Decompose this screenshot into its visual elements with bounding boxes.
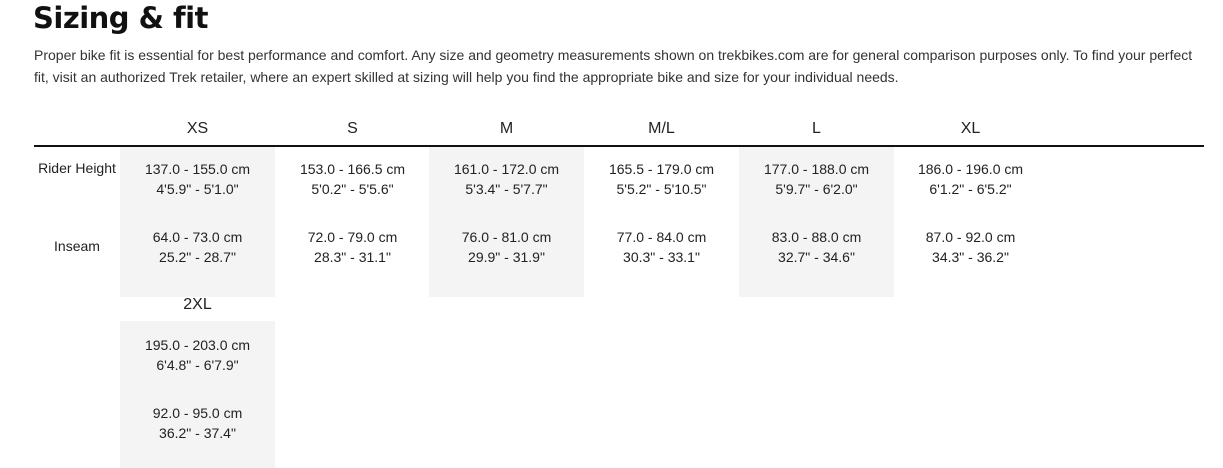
size-header-2xl: 2XL	[183, 296, 212, 313]
rider-height-in: 5'3.4" - 5'7.7"	[465, 181, 548, 197]
rider-height-cm: 186.0 - 196.0 cm	[917, 161, 1024, 177]
rider-height-cell	[120, 159, 275, 199]
row-label-inseam: Inseam	[54, 238, 100, 254]
rider-height-in: 6'1.2" - 6'5.2"	[929, 181, 1012, 197]
rider-height-in: 5'0.2" - 5'5.6"	[311, 181, 394, 197]
size-header-xs: XS	[186, 120, 209, 137]
size-header-xl: XL	[960, 120, 981, 137]
size-header-m: M	[499, 120, 514, 137]
row-label-rider-height: Rider Height	[38, 160, 116, 176]
inseam-cell	[429, 227, 584, 267]
rider-height-in: 5'9.7" - 6'2.0"	[775, 181, 858, 197]
inseam-in: 28.3" - 31.1"	[314, 249, 391, 265]
rider-height-cell	[893, 159, 1048, 199]
inseam-in: 34.3" - 36.2"	[932, 249, 1009, 265]
inseam-cm: 72.0 - 79.0 cm	[307, 229, 398, 245]
inseam-cell	[739, 227, 894, 267]
rider-height-cm: 177.0 - 188.0 cm	[763, 161, 870, 177]
inseam-in: 29.9" - 31.9"	[468, 249, 545, 265]
inseam-cm: 92.0 - 95.0 cm	[152, 405, 243, 421]
rider-height-cm: 161.0 - 172.0 cm	[453, 161, 560, 177]
inseam-in: 32.7" - 34.6"	[778, 249, 855, 265]
size-column-2xl	[120, 321, 275, 468]
rider-height-in: 4'5.9" - 5'1.0"	[156, 181, 239, 197]
rider-height-cm: 153.0 - 166.5 cm	[299, 161, 406, 177]
inseam-cell	[120, 227, 275, 267]
size-header-s: S	[347, 120, 358, 137]
rider-height-cell	[120, 335, 275, 375]
page-title: Sizing & fit	[33, 1, 208, 35]
size-column-xl	[893, 147, 1048, 297]
inseam-cell	[893, 227, 1048, 267]
rider-height-in: 6'4.8" - 6'7.9"	[156, 357, 239, 373]
inseam-in: 36.2" - 37.4"	[159, 425, 236, 441]
inseam-in: 25.2" - 28.7"	[159, 249, 236, 265]
size-column-ml	[584, 147, 739, 297]
inseam-cm: 64.0 - 73.0 cm	[152, 229, 243, 245]
inseam-cell	[120, 403, 275, 443]
inseam-cm: 76.0 - 81.0 cm	[461, 229, 552, 245]
inseam-cell	[584, 227, 739, 267]
inseam-cell	[275, 227, 430, 267]
intro-paragraph: Proper bike fit is essential for best performance and comfort. Any size and geometry measurements shown on trekbikes.com are for general comparison purposes only. To find your perfect fit, visit an authorized Trek retailer, where an expert skilled at sizing will help you find the appropriate bike and size for your individual needs.	[34, 47, 1193, 85]
size-column-m	[429, 147, 584, 297]
rider-height-cell	[739, 159, 894, 199]
rider-height-cm: 195.0 - 203.0 cm	[144, 337, 251, 353]
size-column-l	[739, 147, 894, 297]
size-column-xs	[120, 147, 275, 297]
inseam-cm: 83.0 - 88.0 cm	[771, 229, 862, 245]
inseam-cm: 87.0 - 92.0 cm	[925, 229, 1016, 245]
inseam-in: 30.3" - 33.1"	[623, 249, 700, 265]
rider-height-cell	[584, 159, 739, 199]
size-column-s	[275, 147, 430, 297]
inseam-cm: 77.0 - 84.0 cm	[616, 229, 707, 245]
rider-height-cm: 165.5 - 179.0 cm	[608, 161, 715, 177]
rider-height-cm: 137.0 - 155.0 cm	[144, 161, 251, 177]
size-header-ml: M/L	[648, 120, 675, 137]
rider-height-cell	[429, 159, 584, 199]
rider-height-in: 5'5.2" - 5'10.5"	[616, 181, 707, 197]
rider-height-cell	[275, 159, 430, 199]
size-header-l: L	[812, 120, 821, 137]
